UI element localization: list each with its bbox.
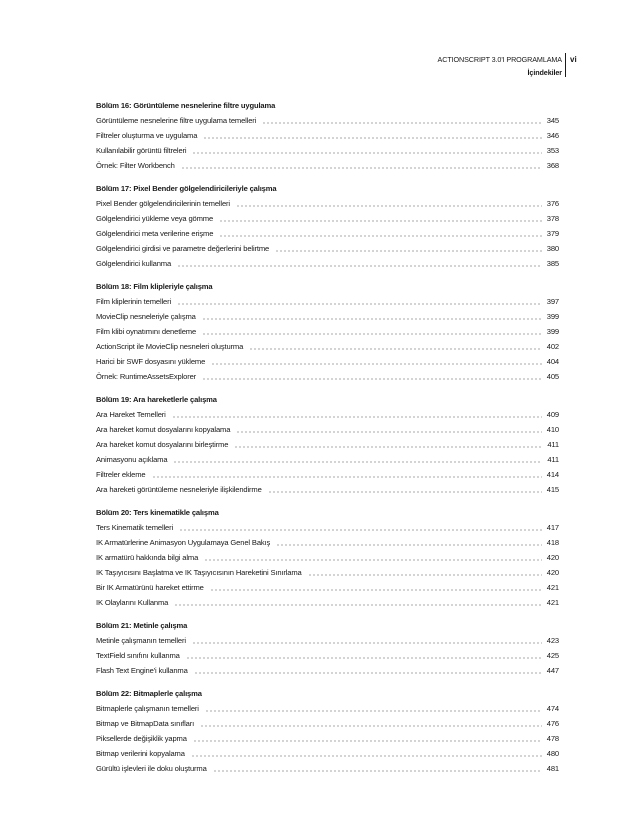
toc-entry[interactable] xyxy=(96,339,559,354)
entry-title: Ara Hareket Temelleri xyxy=(96,410,166,419)
section-title: Bölüm 20: Ters kinematikle çalışma xyxy=(96,508,219,517)
dot-leader xyxy=(275,250,542,252)
dot-leader xyxy=(204,559,542,561)
entry-page-number: 418 xyxy=(546,538,559,547)
toc-entry[interactable] xyxy=(96,256,559,271)
entry-page-number: 399 xyxy=(546,312,559,321)
entry-page-number: 376 xyxy=(546,199,559,208)
dot-leader xyxy=(193,740,542,742)
toc-entry[interactable] xyxy=(96,226,559,241)
dot-leader xyxy=(177,265,542,267)
dot-leader xyxy=(191,755,542,757)
section-title: Bölüm 18: Film klipleriyle çalışma xyxy=(96,282,213,291)
entry-title: IK Taşıyıcısını Başlatma ve IK Taşıyıcısının Hareketini Sınırlama xyxy=(96,568,302,577)
dot-leader xyxy=(181,167,542,169)
entry-title: Harici bir SWF dosyasını yükleme xyxy=(96,357,206,366)
dot-leader xyxy=(174,604,542,606)
entry-title: Görüntüleme nesnelerine filtre uygulama temelleri xyxy=(96,116,257,125)
dot-leader xyxy=(276,544,542,546)
entry-page-number: 368 xyxy=(546,161,559,170)
entry-page-number: 481 xyxy=(546,764,559,773)
entry-title: Bitmaplerle çalışmanın temelleri xyxy=(96,704,199,713)
toc-entry[interactable] xyxy=(96,294,559,309)
entry-page-number: 420 xyxy=(546,568,559,577)
section-title: Bölüm 17: Pixel Bender gölgelendiricileriyle çalışma xyxy=(96,184,277,193)
entry-title: Gölgelendirici meta verilerine erişme xyxy=(96,229,214,238)
toc-entry[interactable] xyxy=(96,241,559,256)
entry-page-number: 425 xyxy=(546,651,559,660)
entry-page-number: 404 xyxy=(546,357,559,366)
entry-title: Örnek: RuntimeAssetsExplorer xyxy=(96,372,197,381)
toc-entry[interactable] xyxy=(96,407,559,422)
toc-entry[interactable] xyxy=(96,467,559,482)
toc-entry[interactable] xyxy=(96,746,559,761)
entry-page-number: 414 xyxy=(546,470,559,479)
section-title: Bölüm 16: Görüntüleme nesnelerine filtre uygulama xyxy=(96,101,276,110)
entry-title: Ters Kinematik temelleri xyxy=(96,523,174,532)
dot-leader xyxy=(213,770,542,772)
section-title: Bölüm 22: Bitmaplerle çalışma xyxy=(96,689,202,698)
toc-entry[interactable] xyxy=(96,701,559,716)
dot-leader xyxy=(192,642,542,644)
entry-title: Bitmap verilerini kopyalama xyxy=(96,749,185,758)
toc-entry[interactable] xyxy=(96,309,559,324)
dot-leader xyxy=(308,574,542,576)
dot-leader xyxy=(203,137,542,139)
toc-entry[interactable] xyxy=(96,520,559,535)
dot-leader xyxy=(202,333,542,335)
dot-leader xyxy=(249,348,542,350)
entry-title: Kullanılabilir görüntü filtreleri xyxy=(96,146,187,155)
entry-page-number: 411 xyxy=(547,440,559,449)
entry-title: IK Olaylarını Kullanma xyxy=(96,598,169,607)
toc-entry[interactable] xyxy=(96,633,559,648)
toc-entry[interactable] xyxy=(96,716,559,731)
entry-title: Bir IK Armatürünü hareket ettirme xyxy=(96,583,204,592)
entry-title: Metinle çalışmanın temelleri xyxy=(96,636,186,645)
entry-page-number: 346 xyxy=(546,131,559,140)
table-of-contents xyxy=(96,98,559,784)
toc-section xyxy=(96,618,559,678)
entry-title: Pixel Bender gölgelendiricilerinin temelleri xyxy=(96,199,230,208)
entry-page-number: 420 xyxy=(546,553,559,562)
toc-entry[interactable] xyxy=(96,354,559,369)
entry-page-number: 385 xyxy=(546,259,559,268)
toc-entry[interactable] xyxy=(96,143,559,158)
entry-title: IK armatürü hakkında bilgi alma xyxy=(96,553,199,562)
toc-entry[interactable] xyxy=(96,211,559,226)
entry-page-number: 379 xyxy=(546,229,559,238)
entry-title: Film kliplerinin temelleri xyxy=(96,297,172,306)
entry-title: Bitmap ve BitmapData sınıfları xyxy=(96,719,195,728)
entry-title: ActionScript ile MovieClip nesneleri oluşturma xyxy=(96,342,244,351)
entry-page-number: 476 xyxy=(546,719,559,728)
toc-entry[interactable] xyxy=(96,565,559,580)
toc-entry[interactable] xyxy=(96,731,559,746)
dot-leader xyxy=(173,461,542,463)
dot-leader xyxy=(205,710,542,712)
toc-entry[interactable] xyxy=(96,324,559,339)
dot-leader xyxy=(202,318,542,320)
dot-leader xyxy=(211,363,542,365)
running-header xyxy=(438,53,562,79)
section-title: Bölüm 21: Metinle çalışma xyxy=(96,621,188,630)
entry-title: Film klibi oynatımını denetleme xyxy=(96,327,197,336)
entry-title: Piksellerde değişiklik yapma xyxy=(96,734,187,743)
toc-entry[interactable] xyxy=(96,648,559,663)
entry-page-number: 417 xyxy=(546,523,559,532)
toc-section xyxy=(96,279,559,384)
entry-page-number: 409 xyxy=(546,410,559,419)
toc-section xyxy=(96,98,559,173)
toc-entry[interactable] xyxy=(96,595,559,610)
dot-leader xyxy=(236,431,542,433)
entry-title: Flash Text Engine'i kullanma xyxy=(96,666,188,675)
dot-leader xyxy=(202,378,542,380)
dot-leader xyxy=(177,303,542,305)
entry-title: TextField sınıfını kullanma xyxy=(96,651,180,660)
entry-title: Ara hareket komut dosyalarını birleştirme xyxy=(96,440,229,449)
entry-page-number: 447 xyxy=(546,666,559,675)
toc-entry[interactable] xyxy=(96,437,559,452)
entry-title: MovieClip nesneleriyle çalışma xyxy=(96,312,196,321)
book-title: ACTIONSCRIPT 3.0'I PROGRAMLAMA xyxy=(437,55,562,64)
entry-title: Animasyonu açıklama xyxy=(96,455,168,464)
entry-title: Örnek: Filter Workbench xyxy=(96,161,175,170)
page-number: vi xyxy=(570,55,577,64)
dot-leader xyxy=(219,235,542,237)
dot-leader xyxy=(192,152,542,154)
entry-page-number: 399 xyxy=(546,327,559,336)
entry-page-number: 478 xyxy=(546,734,559,743)
entry-page-number: 345 xyxy=(546,116,559,125)
toc-entry[interactable] xyxy=(96,663,559,678)
entry-title: Ara hareket komut dosyalarını kopyalama xyxy=(96,425,231,434)
dot-leader xyxy=(200,725,542,727)
toc-entry[interactable] xyxy=(96,369,559,384)
entry-title: Gürültü işlevleri ile doku oluşturma xyxy=(96,764,207,773)
entry-page-number: 410 xyxy=(546,425,559,434)
section-title: Bölüm 19: Ara hareketlerle çalışma xyxy=(96,395,217,404)
dot-leader xyxy=(236,205,542,207)
entry-page-number: 411 xyxy=(547,455,559,464)
toc-section xyxy=(96,686,559,776)
entry-page-number: 421 xyxy=(546,598,559,607)
dot-leader xyxy=(172,416,542,418)
header-divider xyxy=(565,53,566,77)
toc-entry[interactable] xyxy=(96,550,559,565)
entry-page-number: 405 xyxy=(546,372,559,381)
entry-title: Filtreler oluşturma ve uygulama xyxy=(96,131,198,140)
toc-entry[interactable] xyxy=(96,196,559,211)
entry-page-number: 353 xyxy=(546,146,559,155)
entry-title: Filtreler ekleme xyxy=(96,470,146,479)
running-header-subtitle: İçindekiler xyxy=(527,68,562,77)
dot-leader xyxy=(194,672,542,674)
entry-page-number: 397 xyxy=(546,297,559,306)
toc-section xyxy=(96,505,559,610)
entry-page-number: 423 xyxy=(546,636,559,645)
dot-leader xyxy=(262,122,542,124)
entry-title: Gölgelendirici girdisi ve parametre değerlerini belirtme xyxy=(96,244,270,253)
entry-title: Ara hareketi görüntüleme nesneleriyle ilişkilendirme xyxy=(96,485,262,494)
dot-leader xyxy=(152,476,542,478)
toc-entry[interactable] xyxy=(96,535,559,550)
dot-leader xyxy=(210,589,542,591)
entry-page-number: 402 xyxy=(546,342,559,351)
entry-page-number: 380 xyxy=(546,244,559,253)
entry-title: Gölgelendirici kullanma xyxy=(96,259,172,268)
toc-entry[interactable] xyxy=(96,761,559,776)
toc-entry[interactable] xyxy=(96,422,559,437)
entry-page-number: 415 xyxy=(546,485,559,494)
entry-page-number: 474 xyxy=(546,704,559,713)
entry-title: Gölgelendirici yükleme veya gömme xyxy=(96,214,214,223)
dot-leader xyxy=(268,491,542,493)
entry-title: IK Armatürlerine Animasyon Uygulamaya Genel Bakış xyxy=(96,538,271,547)
toc-entry[interactable] xyxy=(96,580,559,595)
entry-page-number: 421 xyxy=(546,583,559,592)
toc-section xyxy=(96,181,559,271)
dot-leader xyxy=(186,657,542,659)
toc-entry[interactable] xyxy=(96,482,559,497)
toc-entry[interactable] xyxy=(96,113,559,128)
dot-leader xyxy=(179,529,542,531)
toc-section xyxy=(96,392,559,497)
toc-entry[interactable] xyxy=(96,452,559,467)
entry-page-number: 480 xyxy=(546,749,559,758)
dot-leader xyxy=(219,220,542,222)
toc-entry[interactable] xyxy=(96,128,559,143)
toc-entry[interactable] xyxy=(96,158,559,173)
entry-page-number: 378 xyxy=(546,214,559,223)
dot-leader xyxy=(234,446,542,448)
